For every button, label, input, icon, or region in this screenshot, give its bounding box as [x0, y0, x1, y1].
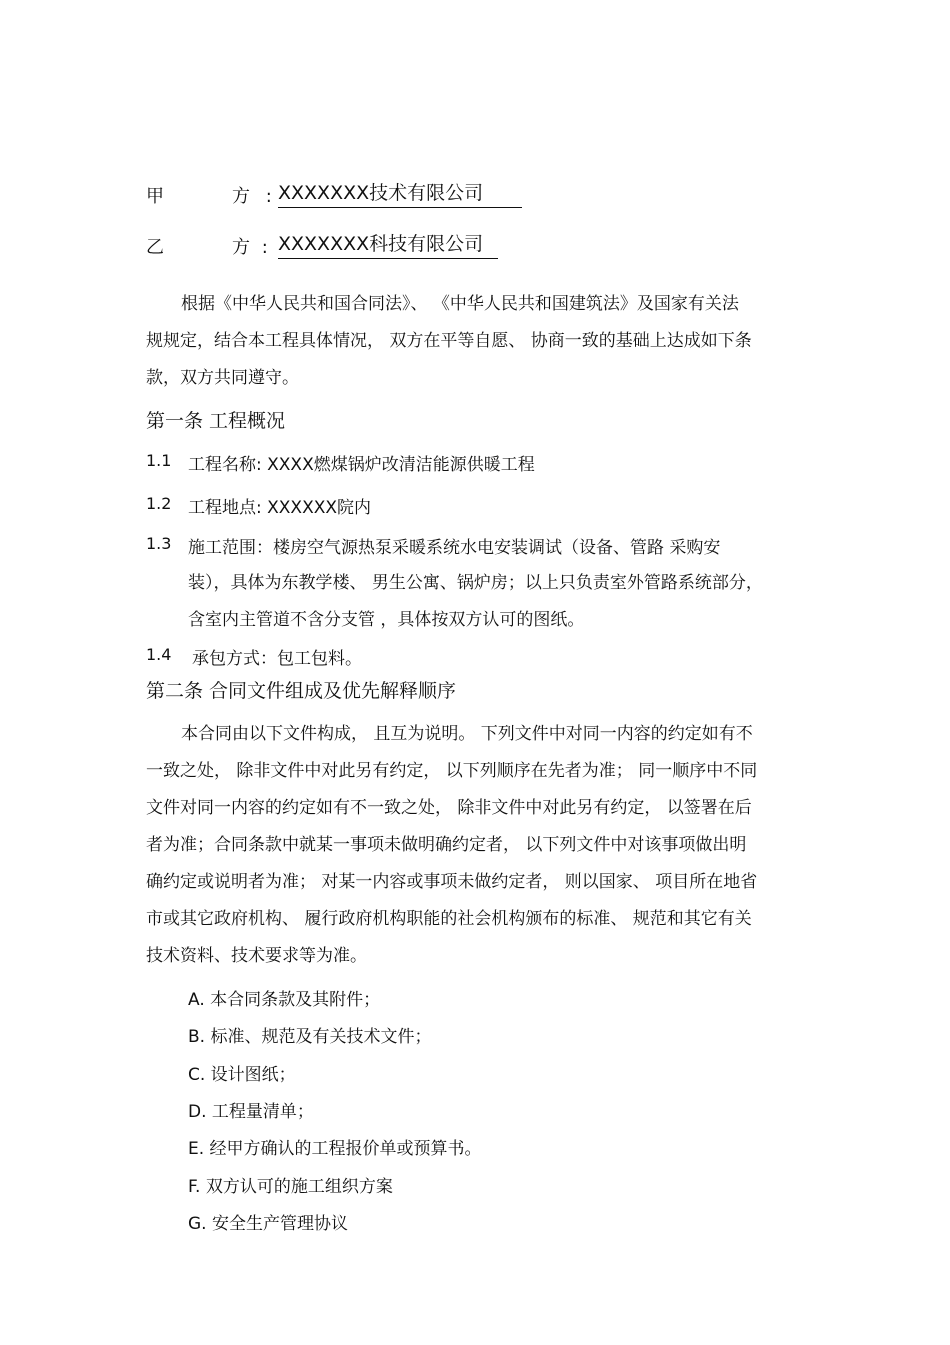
- article-2-line-1: 本合同由以下文件构成， 且互为说明。 下列文件中对同一内容的约定如有不: [181, 724, 753, 744]
- party-b-label-2: 方: [232, 237, 250, 258]
- party-a-value-wrap: [278, 178, 522, 208]
- article-2-line-2: 一致之处， 除非文件中对此另有约定， 以下列顺序在先者为准； 同一顺序中不同: [146, 761, 758, 781]
- party-b-colon: :: [261, 237, 268, 258]
- item-1-3-num: 1.3: [146, 534, 172, 553]
- list-item-b: B. 标准、规范及有关技术文件；: [188, 1027, 432, 1047]
- article-1-title: 第一条 工程概况: [146, 410, 286, 432]
- list-item-c: C. 设计图纸；: [188, 1065, 296, 1085]
- party-b-value: XXXXXXX科技有限公司: [278, 229, 498, 259]
- party-b-label-1: 乙: [146, 237, 164, 258]
- list-item-d: D. 工程量清单；: [188, 1102, 314, 1122]
- party-b-value-wrap: [278, 229, 498, 259]
- party-b-row: [146, 233, 164, 259]
- article-2-line-6: 市或其它政府机构、 履行政府机构职能的社会机构颁布的标准、 规范和其它有关: [146, 909, 752, 929]
- item-1-1-num: 1.1: [146, 451, 172, 470]
- party-a-label: [232, 182, 272, 208]
- list-item-f: F. 双方认可的施工组织方案: [188, 1177, 393, 1197]
- intro-line-1: 根据《中华人民共和国合同法》、 《中华人民共和国建筑法》及国家有关法: [181, 294, 739, 314]
- article-2-line-5: 确约定或说明者为准； 对某一内容或事项未做约定者， 则以国家、 项目所在地省: [146, 872, 758, 892]
- party-a-label-1: 甲: [146, 186, 164, 207]
- article-2-line-3: 文件对同一内容的约定如有不一致之处， 除非文件中对此另有约定， 以签署在后: [146, 798, 752, 818]
- party-a-label-2: 方: [232, 186, 250, 207]
- list-item-g: G. 安全生产管理协议: [188, 1214, 348, 1234]
- party-b-label: [232, 233, 268, 259]
- party-a-colon: :: [265, 186, 272, 207]
- item-1-4-num: 1.4: [146, 645, 172, 664]
- item-1-2-num: 1.2: [146, 494, 172, 513]
- item-1-4-text: 承包方式：包工包料。: [192, 649, 362, 669]
- item-1-1-text: 工程名称: XXXX燃煤锅炉改清洁能源供暖工程: [188, 455, 535, 475]
- intro-line-2: 规规定，结合本工程具体情况， 双方在平等自愿、 协商一致的基础上达成如下条: [146, 331, 752, 351]
- article-2-title: 第二条 合同文件组成及优先解释顺序: [146, 680, 457, 702]
- item-1-3-cont-1: 装），具体为东教学楼、 男生公寓、锅炉房；以上只负责室外管路系统部分，: [188, 573, 763, 593]
- item-1-2-text: 工程地点: XXXXXX院内: [188, 498, 372, 518]
- list-item-e: E. 经甲方确认的工程报价单或预算书。: [188, 1139, 482, 1159]
- item-1-3-text: 施工范围：楼房空气源热泵采暖系统水电安装调试（设备、管路 采购安: [188, 538, 721, 558]
- article-2-line-7: 技术资料、技术要求等为准。: [146, 946, 367, 966]
- list-item-a: A. 本合同条款及其附件；: [188, 990, 381, 1010]
- article-2-line-4: 者为准；合同条款中就某一事项未做明确约定者， 以下列文件中对该事项做出明: [146, 835, 747, 855]
- item-1-3-cont-2: 含室内主管道不含分支管 ，具体按双方认可的图纸。: [188, 610, 585, 630]
- intro-line-3: 款，双方共同遵守。: [146, 368, 299, 388]
- party-a-value: XXXXXXX技术有限公司: [278, 178, 522, 208]
- party-a-row: [146, 182, 164, 208]
